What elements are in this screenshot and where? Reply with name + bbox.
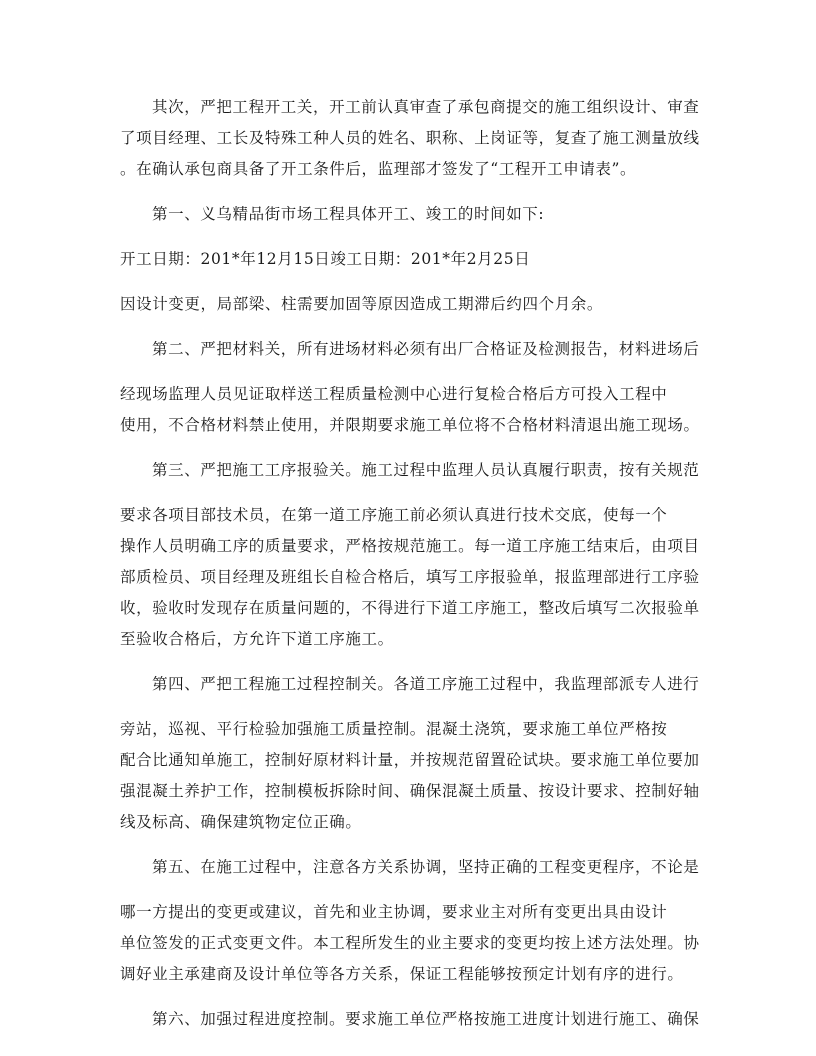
paragraph-6-line-0: 第四、严把工程施工过程控制关。各道工序施工过程中，我监理部派专人进行 — [152, 675, 700, 693]
paragraph-7-line-0: 第五、在施工过程中，注意各方关系协调，坚持正确的工程变更程序，不论是 — [152, 858, 700, 876]
paragraph-2-line-0: 开工日期：201*年12月15日竣工日期：201*年2月25日 — [120, 250, 531, 268]
paragraph-7-line-1: 哪一方提出的变更或建议，首先和业主协调，要求业主对所有变更出具由设计 — [120, 903, 668, 921]
paragraph-5-line-0: 第三、严把施工工序报验关。施工过程中监理人员认真履行职责，按有关规范 — [152, 461, 700, 479]
document-body — [120, 96, 700, 1030]
paragraph-4-line-1: 经现场监理人员见证取样送工程质量检测中心进行复检合格后方可投入工程中 — [120, 385, 668, 403]
paragraph-6-line-3: 强混凝土养护工作，控制模板拆除时间、确保混凝土质量、按设计要求、控制好轴 — [120, 782, 700, 800]
paragraph-5-line-2: 操作人员明确工序的质量要求，严格按规范施工。每一道工序施工结束后，由项目 — [120, 537, 700, 555]
paragraph-1-line-0: 第一、义乌精品街市场工程具体开工、竣工的时间如下: — [152, 205, 545, 223]
paragraph-6-line-1: 旁站，巡视、平行检验加强施工质量控制。混凝土浇筑，要求施工单位严格按 — [120, 720, 668, 738]
paragraph-4-line-0: 第二、严把材料关，所有进场材料必须有出厂合格证及检测报告，材料进场后 — [152, 340, 700, 358]
paragraph-0-line-0: 其次，严把工程开工关，开工前认真审查了承包商提交的施工组织设计、审查 — [152, 98, 700, 116]
paragraph-7-line-3: 调好业主承建商及设计单位等各方关系，保证工程能够按预定计划有序的进行。 — [120, 965, 684, 983]
paragraph-3-line-0: 因设计变更，局部梁、柱需要加固等原因造成工期滞后约四个月余。 — [120, 295, 604, 313]
paragraph-8-line-0: 第六、加强过程进度控制。要求施工单位严格按施工进度计划进行施工、确保 — [152, 1010, 700, 1028]
paragraph-6-line-4: 线及标高、确保建筑物定位正确。 — [120, 813, 362, 831]
paragraph-4-line-2: 使用，不合格材料禁止使用，并限期要求施工单位将不合格材料清退出施工现场。 — [120, 416, 700, 434]
paragraph-7-line-2: 单位签发的正式变更文件。本工程所发生的业主要求的变更均按上述方法处理。协 — [120, 934, 700, 952]
paragraph-6-line-2: 配合比通知单施工，控制好原材料计量，并按规范留置砼试块。要求施工单位要加 — [120, 751, 700, 769]
paragraph-5-line-4: 收，验收时发现存在质量问题的，不得进行下道工序施工，整改后填写二次报验单 — [120, 599, 700, 617]
paragraph-0-line-2: 。在确认承包商具备了开工条件后，监理部才签发了“工程开工申请表”。 — [120, 160, 637, 178]
paragraph-5-line-5: 至验收合格后，方允许下道工序施工。 — [120, 630, 394, 648]
paragraph-5-line-3: 部质检员、项目经理及班组长自检合格后，填写工序报验单，报监理部进行工序验 — [120, 568, 700, 586]
paragraph-5-line-1: 要求各项目部技术员，在第一道工序施工前必须认真进行技术交底，使每一个 — [120, 506, 668, 524]
paragraph-0-line-1: 了项目经理、工长及特殊工种人员的姓名、职称、上岗证等，复查了施工测量放线 — [120, 129, 700, 147]
